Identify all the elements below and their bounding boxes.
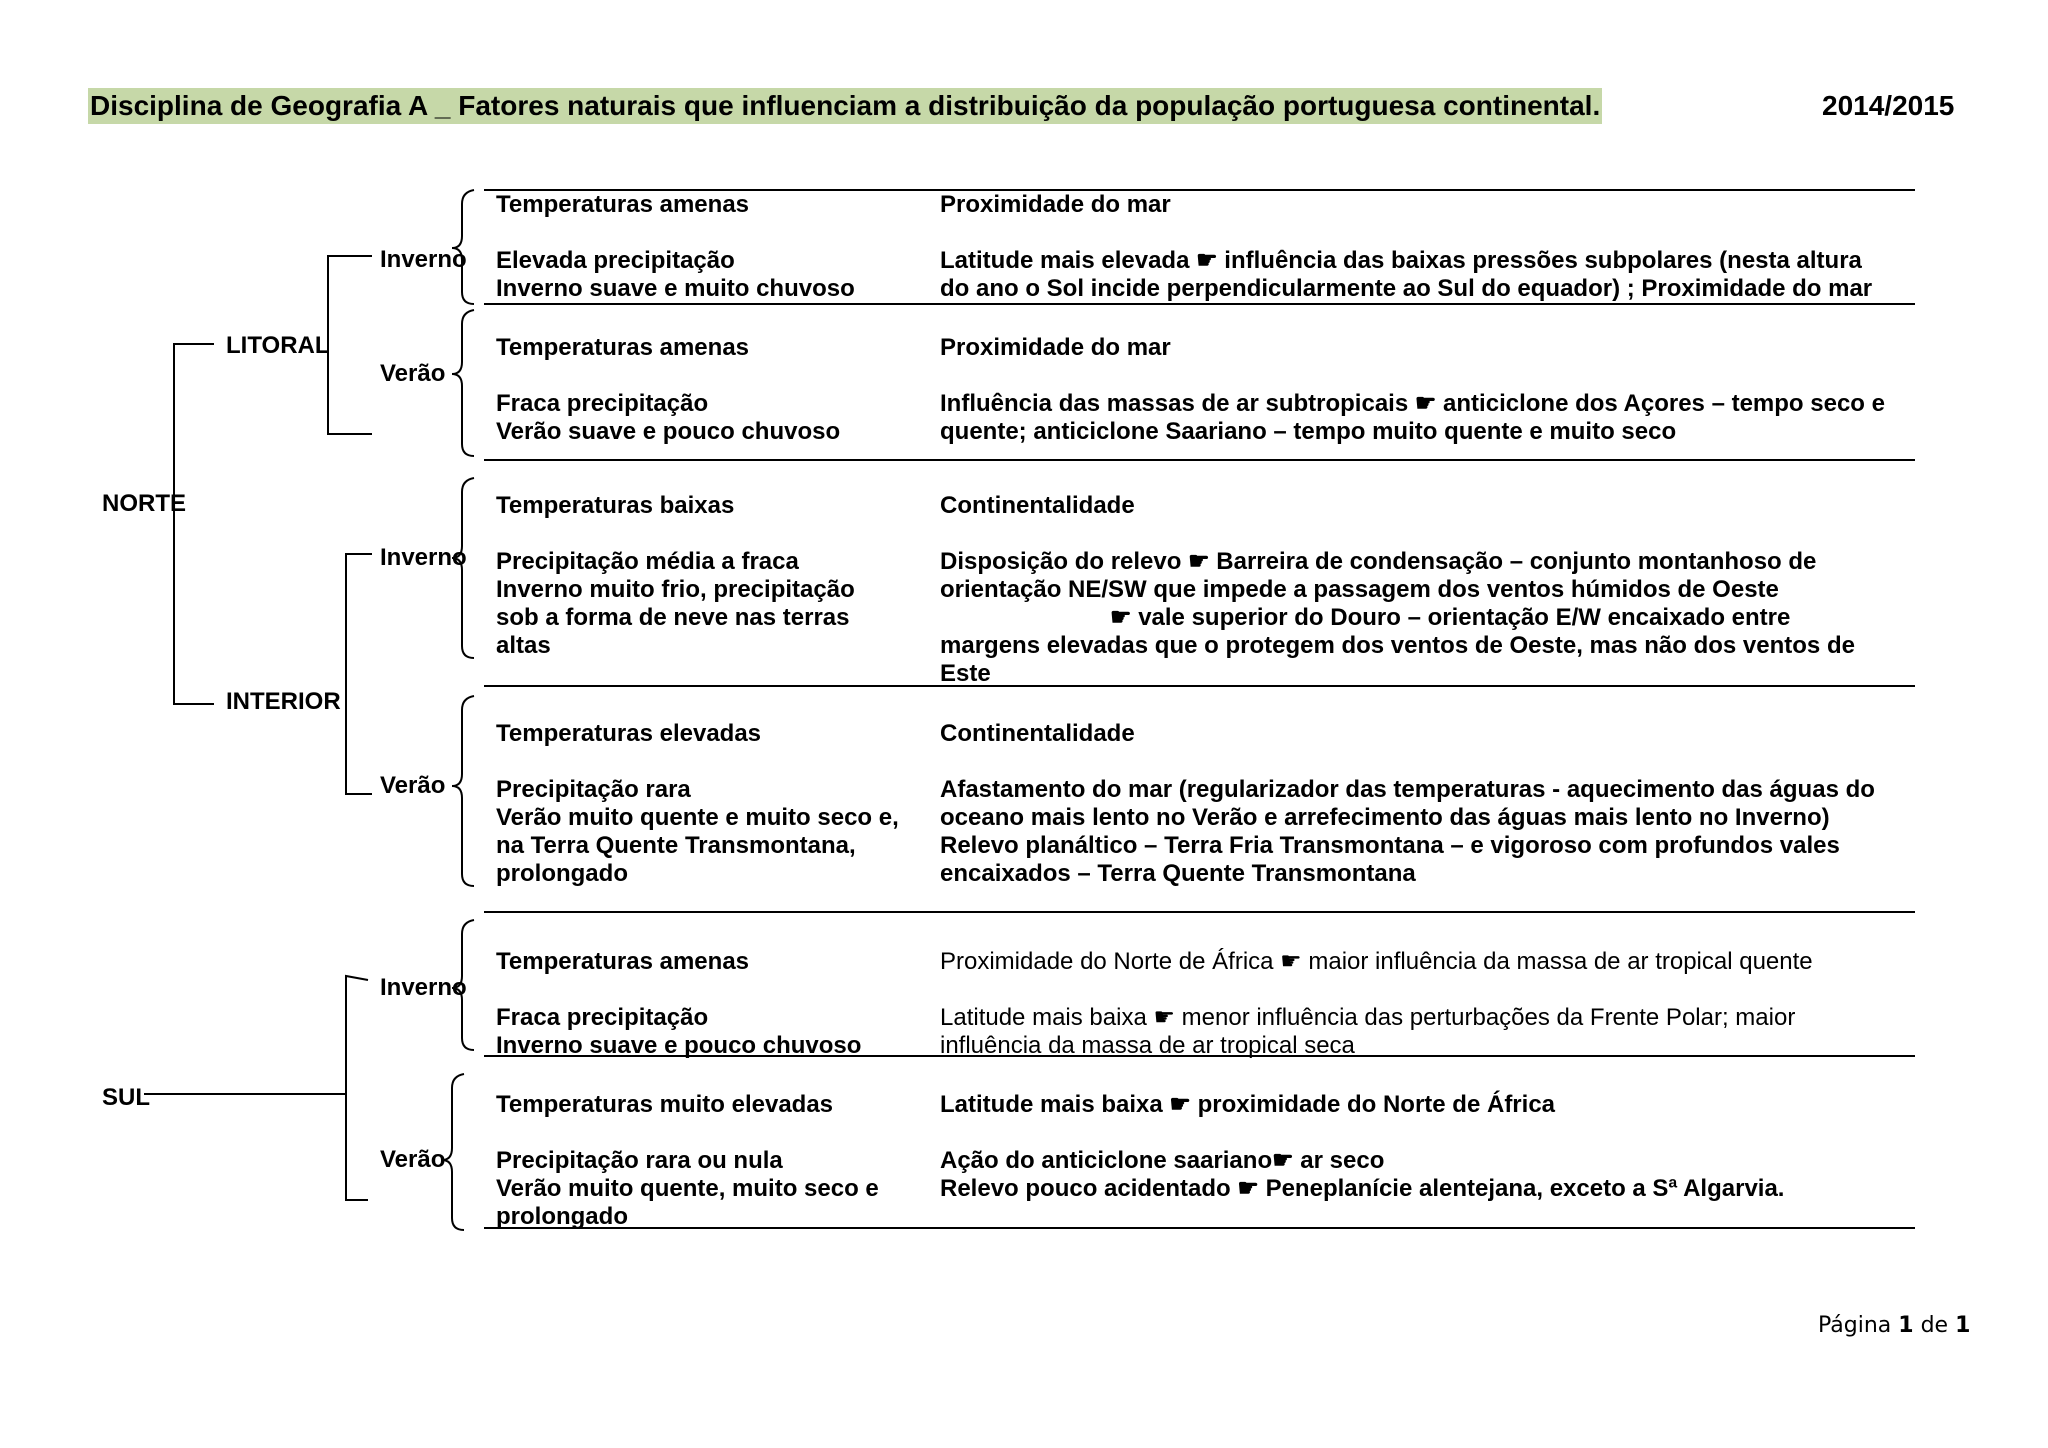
characteristic: Inverno suave e pouco chuvoso [496, 1032, 862, 1059]
label-sul-verao: Verão [380, 1146, 446, 1173]
characteristic: na Terra Quente Transmontana, [496, 832, 856, 859]
characteristic: Temperaturas elevadas [496, 720, 762, 747]
factor: Latitude mais baixa ☛ menor influência das perturbações da Frente Polar; maior [940, 1004, 1796, 1031]
factor: encaixados – Terra Quente Transmontana [940, 860, 1416, 887]
label-norte-interior-verao: Verão [380, 772, 446, 799]
factor: Influência das massas de ar subtropicais ☛ anticiclone dos Açores – tempo seco e [940, 390, 1885, 417]
factor: Proximidade do mar [940, 191, 1171, 218]
characteristic: Verão muito quente e muito seco e, [496, 804, 899, 831]
factor: orientação NE/SW que impede a passagem dos ventos húmidos de Oeste [940, 576, 1779, 603]
label-norte-interior-inverno: Inverno [380, 544, 467, 571]
factor: Disposição do relevo ☛ Barreira de condensação – conjunto montanhoso de [940, 548, 1817, 575]
characteristic: Temperaturas muito elevadas [496, 1091, 834, 1118]
characteristic: Fraca precipitação [496, 1004, 709, 1031]
label-sul: SUL [102, 1084, 150, 1111]
page-number: Página 1 de 1 [1818, 1313, 1971, 1338]
factor: Latitude mais baixa ☛ proximidade do Norte de África [940, 1091, 1556, 1118]
characteristic: Inverno muito frio, precipitação [496, 576, 855, 603]
pointing-hand-icon: ☛ [1414, 390, 1437, 417]
characteristic: Temperaturas baixas [496, 492, 735, 519]
characteristic: Fraca precipitação [496, 390, 709, 417]
factor: margens elevadas que o protegem dos ventos de Oeste, mas não dos ventos de [940, 632, 1855, 659]
page-title: Disciplina de Geografia A _ Fatores naturais que influenciam a distribuição da população portuguesa continental. [88, 88, 1602, 124]
factor: Relevo pouco acidentado ☛ Peneplanície alentejana, exceto a Sª Algarvia. [940, 1175, 1785, 1202]
characteristic: altas [496, 632, 551, 659]
characteristic: Temperaturas amenas [496, 334, 750, 361]
factor: ☛ vale superior do Douro – orientação E/W encaixado entre [1110, 604, 1791, 631]
label-norte-litoral-verao: Verão [380, 360, 446, 387]
characteristic: prolongado [496, 860, 628, 887]
factor: Relevo planáltico – Terra Fria Transmontana – e vigoroso com profundos vales [940, 832, 1840, 859]
label-litoral: LITORAL [226, 332, 330, 359]
factor: Continentalidade [940, 720, 1135, 747]
factor: do ano o Sol incide perpendicularmente ao Sul do equador) ; Proximidade do mar [940, 275, 1873, 302]
factor: Este [940, 660, 991, 687]
characteristic: Verão muito quente, muito seco e [496, 1175, 879, 1202]
factor: quente; anticiclone Saariano – tempo muito quente e muito seco [940, 418, 1677, 445]
factor: influência da massa de ar tropical seca [940, 1032, 1355, 1059]
factor: Afastamento do mar (regularizador das temperaturas - aquecimento das águas do [940, 776, 1875, 803]
characteristic: Temperaturas amenas [496, 948, 750, 975]
characteristic: Precipitação média a fraca [496, 548, 799, 575]
label-sul-inverno: Inverno [380, 974, 467, 1001]
pointing-hand-icon: ☛ [1280, 948, 1302, 975]
factor: Continentalidade [940, 492, 1135, 519]
pointing-hand-icon: ☛ [1237, 1175, 1259, 1202]
factor: Proximidade do mar [940, 334, 1171, 361]
pointing-hand-icon: ☛ [1169, 1091, 1191, 1118]
label-norte: NORTE [102, 490, 186, 517]
factor: Ação do anticiclone saariano☛ ar seco [940, 1147, 1385, 1174]
label-norte-litoral-inverno: Inverno [380, 246, 467, 273]
factor: oceano mais lento no Verão e arrefecimento das águas mais lento no Inverno) [940, 804, 1830, 831]
characteristic: prolongado [496, 1203, 628, 1230]
pointing-hand-icon: ☛ [1188, 548, 1210, 575]
characteristic: Precipitação rara ou nula [496, 1147, 783, 1174]
characteristic: Temperaturas amenas [496, 191, 750, 218]
pointing-hand-icon: ☛ [1110, 604, 1132, 631]
pointing-hand-icon: ☛ [1272, 1147, 1294, 1174]
label-interior: INTERIOR [226, 688, 341, 715]
factor: Proximidade do Norte de África ☛ maior influência da massa de ar tropical quente [940, 948, 1813, 975]
characteristic: sob a forma de neve nas terras [496, 604, 850, 631]
factor: Latitude mais elevada ☛ influência das baixas pressões subpolares (nesta altura [940, 247, 1862, 274]
pointing-hand-icon: ☛ [1153, 1004, 1175, 1031]
characteristic: Verão suave e pouco chuvoso [496, 418, 841, 445]
characteristic: Precipitação rara [496, 776, 691, 803]
characteristic: Elevada precipitação [496, 247, 735, 274]
characteristic: Inverno suave e muito chuvoso [496, 275, 855, 302]
school-year: 2014/2015 [1822, 90, 1955, 121]
pointing-hand-icon: ☛ [1196, 247, 1218, 274]
